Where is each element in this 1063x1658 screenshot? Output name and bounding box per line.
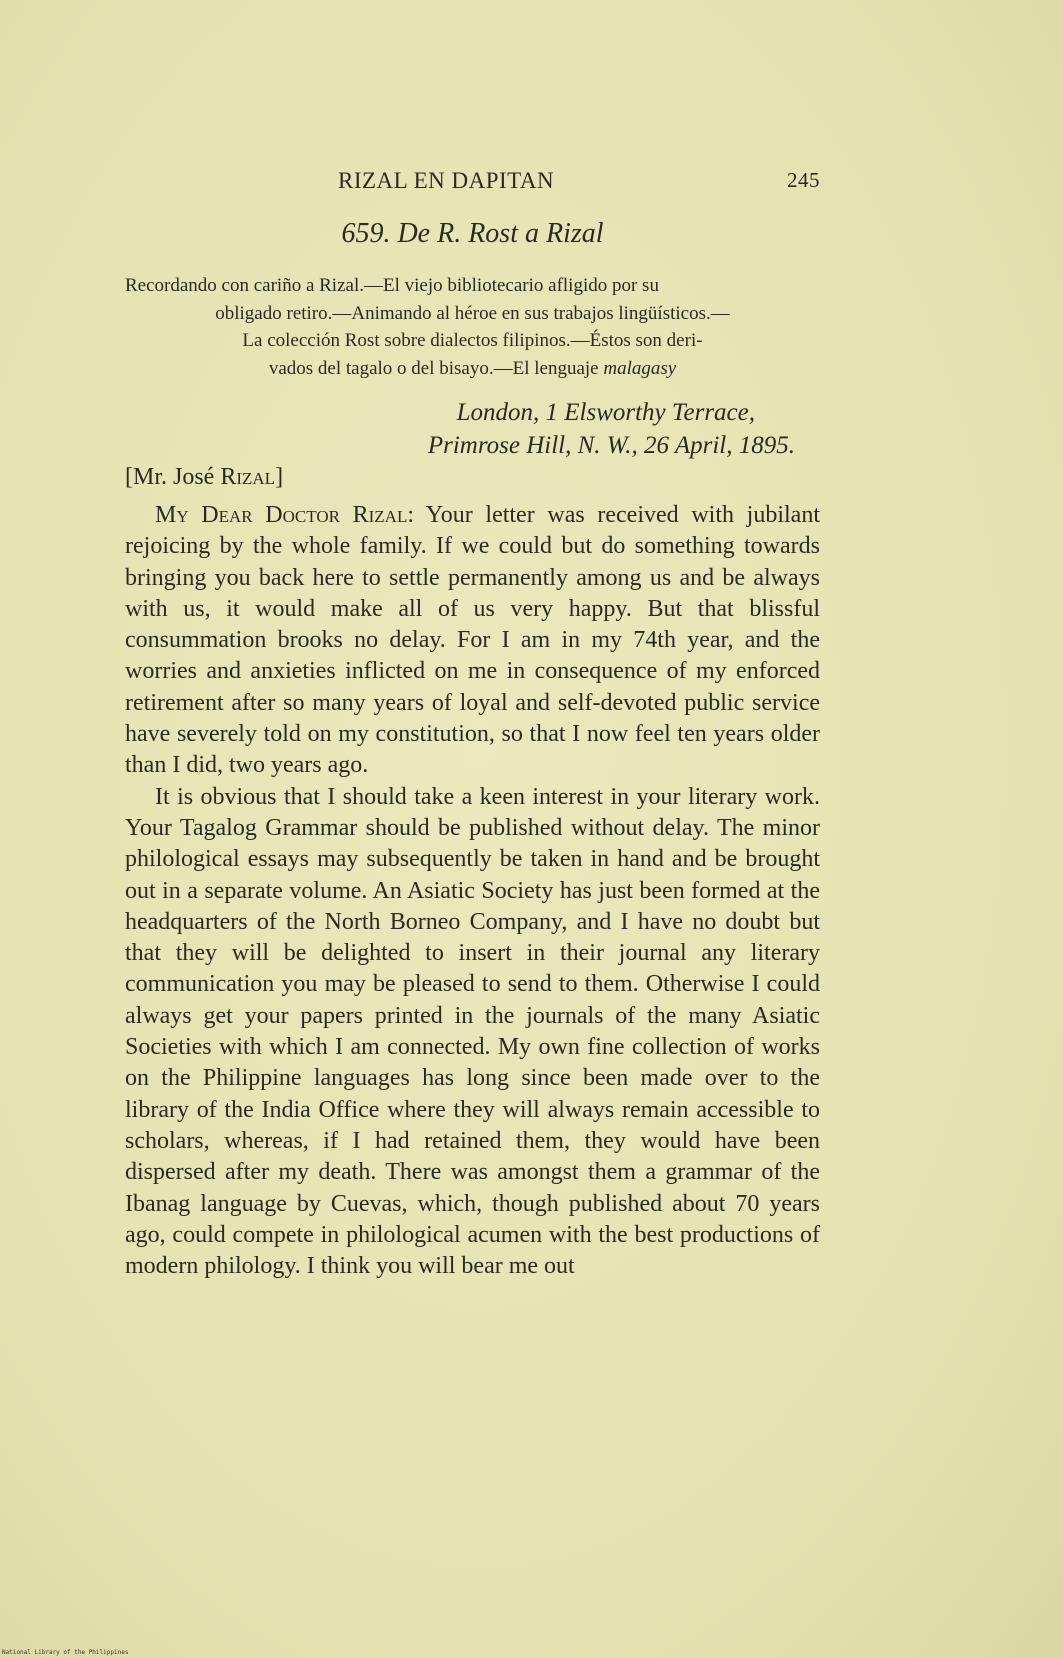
letter-body — [125, 500, 820, 1282]
summary-italic-word: malagasy — [603, 357, 677, 379]
summary-line: La colección Rost sobre dialectos filipinos.—Éstos son deri- — [242, 330, 703, 351]
salutation: My Dear Doctor Rizal — [155, 502, 408, 528]
running-title: RIZAL EN DAPITAN — [338, 168, 555, 193]
summary-line: Recordando con cariño a Rizal.—El viejo bibliotecario afligido por su — [125, 275, 659, 296]
recipient-name: Rizal — [220, 464, 276, 490]
paragraph: It is obvious that I should take a keen interest in your literary work. Your Tagalog Grammar should be published without delay. The minor philological essays may subsequently be taken in hand and be brought out in a separate volume. An Asiatic Society has just been formed at the headquarters of the North Borneo Company, and I have no doubt but that they will be delighted to insert in their journal any literary communication you may be pleased to send to them. Otherwise I could always get your papers printed in the journals of the many Asiatic Societies with which I am connected. My own fine collection of works on the Philippine languages has long since been made over to the library of the India Office where they will always remain accessible to scholars, whereas, if I had retained them, they would have been dispersed after my death. There was amongst them a grammar of the Ibanag language by Cuevas, which, though published about 70 years ago, could compete in philological acumen with the best productions of modern philology. I think you will bear me out — [125, 783, 820, 1280]
summary-line: vados del tagalo o del bisayo.—El lenguaje malagasy — [268, 357, 677, 379]
place-line: London, 1 Elsworthy Terrace, — [456, 399, 755, 426]
summary-line: obligado retiro.—Animando al héroe en sus trabajos lingüísticos.— — [215, 302, 730, 324]
letter-summary — [125, 272, 820, 382]
place-and-date — [125, 396, 795, 462]
page-number: 245 — [787, 168, 820, 192]
library-credit: National Library of the Philippines — [2, 1649, 129, 1656]
date-line: Primrose Hill, N. W., 26 April, 1895. — [427, 432, 795, 459]
running-head — [125, 168, 820, 198]
letter-title: 659. De R. Rost a Rizal — [341, 218, 604, 249]
recipient: [Mr. José Rizal] — [125, 464, 284, 490]
paragraph: My Dear Doctor Rizal: Your letter was received with jubilant rejoicing by the whole family. If we could but do something towards bringing you back here to settle permanently among us and be always with us, it would make all of us very happy. But that blissful consummation brooks no delay. For I am in my 74th year, and the worries and anxieties inflicted on me in consequence of my enforced retirement after so many years of loyal and self-devoted public service have severely told on my constitution, so that I now feel ten years older than I did, two years ago. — [125, 502, 820, 779]
